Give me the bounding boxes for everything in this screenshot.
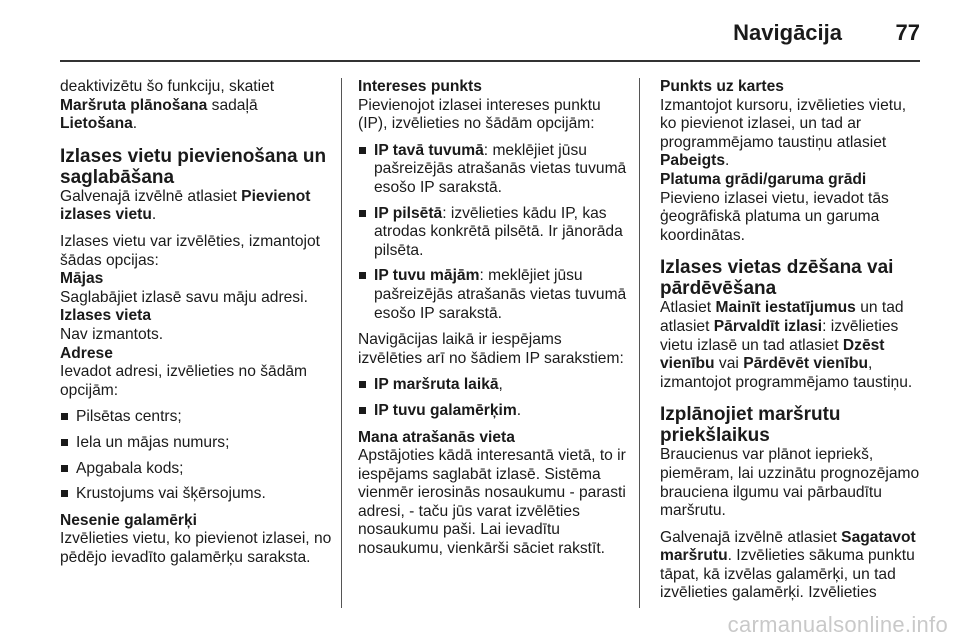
list-item: IP maršruta laikā, bbox=[358, 376, 628, 395]
column-2 bbox=[358, 78, 628, 559]
paragraph: Atlasiet Mainīt iestatījumus un tad atlasiet Pārvaldīt izlasi: izvēlieties vietu izlasē un tad atlasiet Dzēst vienību vai Pārdēvēt vienību, izmantojot programmējamo taustiņu. bbox=[660, 299, 913, 391]
subheading: Punkts uz kartes bbox=[660, 78, 784, 95]
subheading: Nesenie galamērķi bbox=[60, 511, 197, 529]
section-heading: Izplānojiet maršrutu priekšlaikus bbox=[660, 404, 841, 447]
page-header bbox=[0, 0, 960, 60]
list-item: IP tuvu mājām: meklējiet jūsu pašreizējās atrašanās vietas tuvumā esošo IP sarakstā. bbox=[358, 267, 628, 323]
paragraph: Izvēlieties vietu, ko pievienot izlasei, no pēdējo ievadīto galamērķu saraksta. bbox=[60, 530, 332, 566]
paragraph: Apstājoties kādā interesantā vietā, to ir iespējams saglabāt izlasē. Sistēma vienmēr ierosinās nosaukumu - parasti adresi, - taču jūs varat izvēlēties nosaukumu paši. Lai ievadītu nosaukumu, vienkārši sāciet rakstīt. bbox=[358, 447, 626, 558]
paragraph: Pievieno izlasei vietu, ievadot tās ģeogrāfiskā platuma un garuma koordinātas. bbox=[660, 189, 889, 244]
paragraph: Galvenajā izvēlnē atlasiet Pievienot izlases vietu. bbox=[60, 187, 311, 224]
subheading: Izlases vieta bbox=[60, 307, 152, 325]
paragraph: Braucienus var plānot iepriekš, piemēram, lai uzzinātu prognozējamo brauciena ilgumu vai pārbaudītu maršrutu. bbox=[660, 446, 920, 520]
subheading: Mājas bbox=[60, 270, 104, 288]
list-item: Iela un mājas numurs; bbox=[60, 434, 332, 453]
page-number: 77 bbox=[895, 20, 920, 45]
bullet-icon bbox=[61, 465, 68, 472]
bullet-icon bbox=[61, 439, 68, 446]
paragraph: Saglabājiet izlasē savu māju adresi. bbox=[60, 288, 308, 306]
bullet-icon bbox=[61, 490, 68, 497]
list-item: IP tuvu galamērķim. bbox=[358, 402, 628, 421]
section-heading: Izlases vietu pievienošana un saglabāšana bbox=[60, 145, 327, 188]
bullet-list bbox=[60, 408, 332, 503]
subheading: Intereses punkts bbox=[358, 78, 482, 95]
subheading: Mana atrašanās vieta bbox=[358, 428, 515, 446]
list-item: Apgabala kods; bbox=[60, 460, 332, 479]
bullet-icon bbox=[359, 147, 366, 154]
list-item: Krustojums vai šķērsojums. bbox=[60, 485, 332, 504]
paragraph: Galvenajā izvēlnē atlasiet Sagatavot maršrutu. Izvēlieties sākuma punktu tāpat, kā izvēlas galamērķi, un tad izvēlieties galamērķi. Izvēlieties bbox=[660, 528, 916, 602]
watermark-text: carmanualsonline.info bbox=[727, 612, 948, 637]
column-divider bbox=[341, 78, 342, 608]
paragraph: Pievienojot izlasei intereses punktu (IP), izvēlieties no šādām opcijām: bbox=[358, 96, 601, 133]
section-title: Navigācija bbox=[733, 20, 842, 45]
bullet-icon bbox=[359, 272, 366, 279]
column-3 bbox=[660, 78, 922, 603]
bullet-icon bbox=[359, 381, 366, 388]
paragraph: Nav izmantots. bbox=[60, 325, 164, 343]
bullet-list bbox=[358, 142, 628, 323]
column-divider bbox=[639, 78, 640, 608]
paragraph: Ievadot adresi, izvēlieties no šādām opcijām: bbox=[60, 363, 308, 399]
bullet-icon bbox=[359, 407, 366, 414]
list-item: IP pilsētā: izvēlieties kādu IP, kas atrodas konkrētā pilsētā. Ir jānorāda pilsēta. bbox=[358, 205, 628, 261]
section-heading: Izlases vietas dzēšana vai pārdēvēšana bbox=[660, 257, 894, 300]
header-rule bbox=[60, 60, 920, 62]
subheading: Platuma grādi/garuma grādi bbox=[660, 170, 867, 188]
paragraph: Izmantojot kursoru, izvēlieties vietu, ko pievienot izlasei, un tad ar programmējamo taustiņu atlasiet Pabeigts. bbox=[660, 96, 907, 170]
bullet-icon bbox=[61, 413, 68, 420]
paragraph: Navigācijas laikā ir iespējams izvēlēties arī no šādiem IP sarakstiem: bbox=[358, 331, 624, 367]
list-item: Pilsētas centrs; bbox=[60, 408, 332, 427]
bullet-icon bbox=[359, 210, 366, 217]
paragraph: Izlases vietu var izvēlēties, izmantojot šādas opcijas: bbox=[60, 232, 320, 269]
bullet-list bbox=[358, 376, 628, 420]
list-item: IP tavā tuvumā: meklējiet jūsu pašreizējās atrašanās vietas tuvumā esošo IP sarakstā. bbox=[358, 142, 628, 198]
column-1 bbox=[60, 78, 332, 567]
paragraph: deaktivizētu šo funkciju, skatiet Maršruta plānošana sadaļā Lietošana. bbox=[60, 78, 275, 133]
subheading: Adrese bbox=[60, 344, 113, 362]
